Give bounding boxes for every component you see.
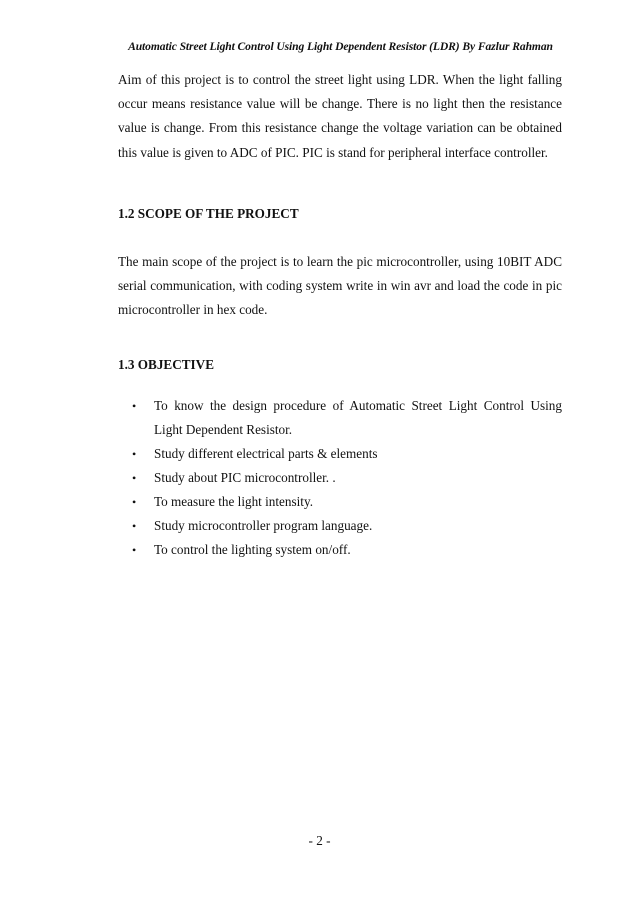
bullet-icon: •: [132, 543, 137, 557]
objective-item-text: To know the design procedure of Automatic Street Light Control Using Light Dependent Resistor.: [154, 398, 562, 437]
objective-list-item: [118, 538, 562, 562]
intro-paragraph: Aim of this project is to control the street light using LDR. When the light falling occur means resistance value will be change. There is no light then the resistance value is change. From this resistance change the voltage variation can be obtained this value is given to ADC of PIC. PIC is stand for peripheral interface controller.: [118, 72, 562, 160]
scope-paragraph: The main scope of the project is to learn the pic microcontroller, using 10BIT ADC serial communication, with coding system write in win avr and load the code in pic microcontroller in hex code.: [118, 254, 562, 318]
bullet-icon: •: [132, 471, 137, 485]
objective-item-text: To control the lighting system on/off.: [154, 542, 351, 557]
objective-item-text: Study different electrical parts & elements: [154, 446, 378, 461]
objective-item-text: Study microcontroller program language.: [154, 518, 373, 533]
running-header: Automatic Street Light Control Using Light Dependent Resistor (LDR) By Fazlur Rahman: [128, 40, 553, 53]
bullet-icon: •: [132, 399, 137, 413]
objective-list-item: [118, 466, 562, 490]
objective-item-text: Study about PIC microcontroller. .: [154, 470, 336, 485]
objective-list-item: [118, 442, 562, 466]
objective-item-text: To measure the light intensity.: [154, 494, 314, 509]
scope-heading: 1.2 SCOPE OF THE PROJECT: [118, 206, 299, 221]
bullet-icon: •: [132, 519, 137, 533]
page-number: - 2 -: [308, 833, 331, 848]
bullet-icon: •: [132, 495, 137, 509]
objective-list-item: [118, 514, 562, 538]
bullet-icon: •: [132, 447, 137, 461]
objective-list-item: [118, 394, 562, 442]
objective-list: [118, 394, 562, 562]
objective-heading: 1.3 OBJECTIVE: [118, 357, 214, 372]
objective-list-item: [118, 490, 562, 514]
